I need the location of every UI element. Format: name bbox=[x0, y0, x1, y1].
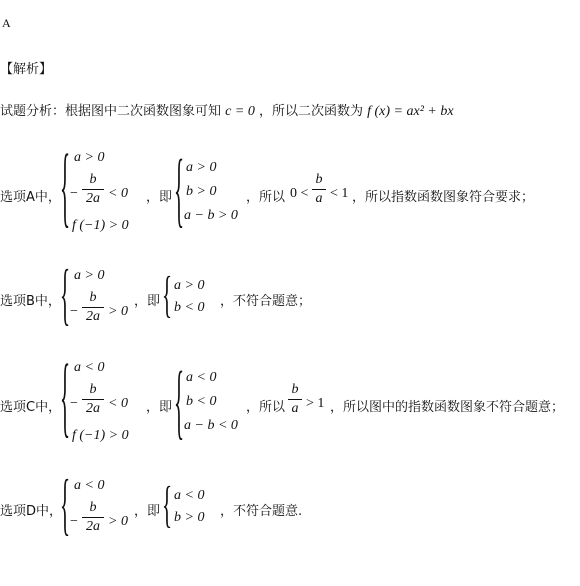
option-c-brace-2: { bbox=[174, 356, 185, 449]
option-d-label: 选项D中， bbox=[0, 504, 63, 519]
option-a-sys2-line1: a > 0 bbox=[186, 160, 217, 175]
option-c-frac-bar bbox=[82, 399, 104, 400]
analysis-line bbox=[0, 100, 454, 120]
option-a-conclusion: ，所以指数函数图象符合要求； bbox=[352, 190, 535, 205]
option-c-sys2-line1: a < 0 bbox=[186, 370, 217, 385]
option-c-ineq-den: a bbox=[291, 401, 299, 416]
option-c-label: 选项C中， bbox=[0, 400, 62, 415]
option-b-sys1-line2: > 0 bbox=[108, 304, 128, 319]
option-c-ineq-bar bbox=[288, 399, 302, 400]
option-a-brace-1: { bbox=[60, 138, 71, 237]
option-a-ji: ，即 bbox=[146, 190, 173, 205]
option-b-sys1-line1: a > 0 bbox=[74, 268, 105, 283]
option-b-frac-den: 2a bbox=[86, 309, 100, 324]
option-d-ji: ，即 bbox=[134, 504, 161, 519]
option-a-ineq-left: 0 < bbox=[290, 186, 309, 201]
option-d-frac-den: 2a bbox=[86, 519, 100, 534]
option-c-sys2-line2: b < 0 bbox=[186, 394, 217, 409]
option-d-brace-1: { bbox=[60, 467, 71, 544]
analysis-mid: ，所以二次函数为 bbox=[258, 104, 363, 119]
option-c-sys1-line1: a < 0 bbox=[74, 360, 105, 375]
option-b-brace-2: { bbox=[162, 266, 173, 323]
option-a-suoyi: ，所以 bbox=[246, 190, 286, 205]
option-a-sys1-line3: f (−1) > 0 bbox=[72, 218, 129, 233]
analysis-cond: c = 0 bbox=[225, 104, 255, 119]
option-b-label: 选项B中， bbox=[0, 294, 61, 309]
option-a-sys2-line3: a − b > 0 bbox=[184, 208, 238, 223]
option-a-ineq-right: < 1 bbox=[330, 186, 349, 201]
option-c-sys2-line3: a − b < 0 bbox=[184, 418, 238, 433]
option-c-fraction bbox=[82, 382, 104, 417]
option-a-ineq-den: a bbox=[315, 191, 323, 206]
option-a-fraction bbox=[82, 172, 104, 207]
option-b-frac-bar bbox=[82, 307, 104, 308]
option-c-frac-den: 2a bbox=[86, 401, 100, 416]
option-c-sys1-line2: < 0 bbox=[108, 396, 128, 411]
option-a-sys1-line1: a > 0 bbox=[74, 150, 105, 165]
option-a-sys1-line2: < 0 bbox=[108, 186, 128, 201]
analysis-lead: 试题分析：根据图中二次函数图象可知 bbox=[0, 104, 222, 119]
option-c-conclusion: ，所以图中的指数函数图象不符合题意； bbox=[330, 400, 565, 415]
option-a-frac-num: b bbox=[89, 172, 97, 187]
option-d-frac-sign: − bbox=[70, 514, 78, 529]
option-a-frac-bar bbox=[82, 189, 104, 190]
section-title: 【解析】 bbox=[0, 62, 53, 77]
option-b-brace-1: { bbox=[60, 257, 71, 334]
option-b-sys2-line2: b < 0 bbox=[174, 300, 205, 315]
option-a-ineq-fraction bbox=[312, 172, 326, 207]
option-d-frac-bar bbox=[82, 517, 104, 518]
option-d-brace-2: { bbox=[162, 476, 173, 533]
option-d-sys2-line2: b > 0 bbox=[174, 510, 205, 525]
option-c-ineq-fraction bbox=[288, 382, 302, 417]
option-a-ineq-num: b bbox=[315, 172, 323, 187]
option-a-ineq-bar bbox=[312, 189, 326, 190]
option-a-brace-2: { bbox=[174, 144, 185, 237]
option-c-ineq-right: > 1 bbox=[306, 396, 325, 411]
option-a-frac-sign: − bbox=[70, 186, 78, 201]
option-c-brace-1: { bbox=[60, 348, 71, 447]
option-b-ji: ，即 bbox=[134, 294, 161, 309]
option-d-frac-num: b bbox=[89, 500, 97, 515]
analysis-fx: f (x) = ax² + bx bbox=[367, 104, 454, 119]
option-d-conclusion: ，不符合题意. bbox=[220, 504, 303, 519]
option-c-frac-num: b bbox=[89, 382, 97, 397]
option-c-suoyi: ，所以 bbox=[246, 400, 286, 415]
option-b-frac-num: b bbox=[89, 290, 97, 305]
option-d-fraction bbox=[82, 500, 104, 535]
option-d-sys1-line1: a < 0 bbox=[74, 478, 105, 493]
option-d-sys2-line1: a < 0 bbox=[174, 488, 205, 503]
option-b-frac-sign: − bbox=[70, 304, 78, 319]
answer-text: A bbox=[2, 16, 11, 30]
option-b-sys2-line1: a > 0 bbox=[174, 278, 205, 293]
option-b-conclusion: ，不符合题意； bbox=[220, 294, 312, 309]
option-a-label: 选项A中， bbox=[0, 190, 61, 205]
option-a-sys2-line2: b > 0 bbox=[186, 184, 217, 199]
option-c-frac-sign: − bbox=[70, 396, 78, 411]
option-a-frac-den: 2a bbox=[86, 191, 100, 206]
option-c-ji: ，即 bbox=[146, 400, 173, 415]
option-b-fraction bbox=[82, 290, 104, 325]
option-d-sys1-line2: > 0 bbox=[108, 514, 128, 529]
option-c-ineq-num: b bbox=[291, 382, 299, 397]
option-c-sys1-line3: f (−1) > 0 bbox=[72, 428, 129, 443]
